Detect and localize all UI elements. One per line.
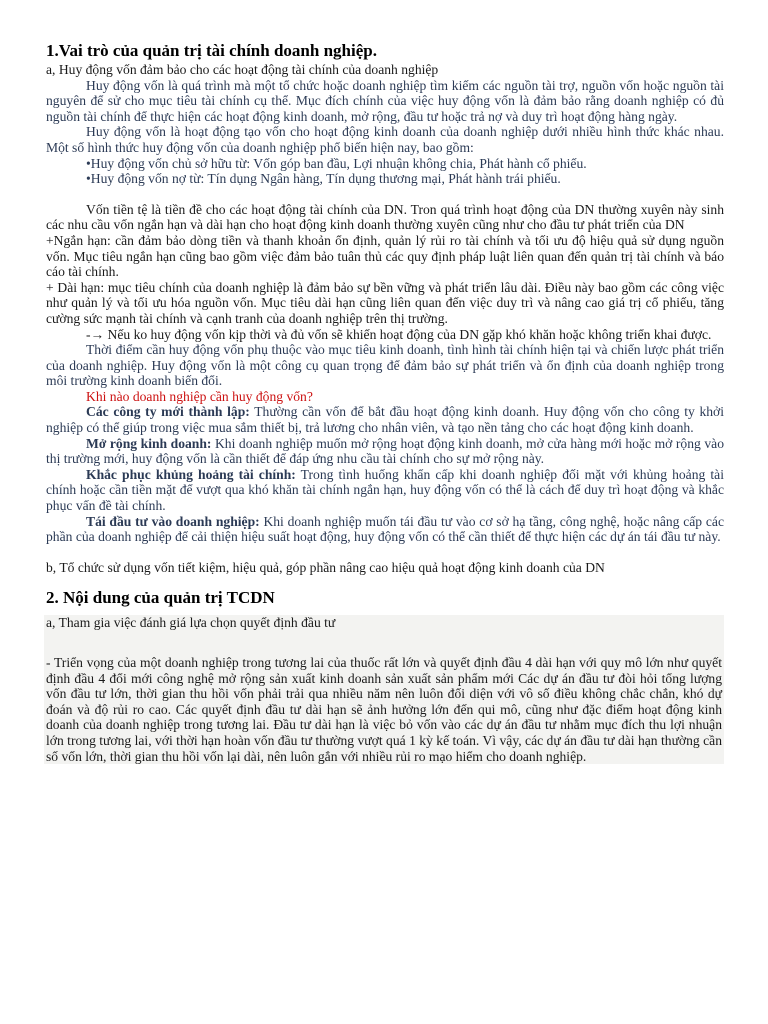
spacer [46, 575, 724, 587]
section-heading-1: 1.Vai trò của quản trị tài chính doanh nghiệp. [46, 41, 377, 60]
case-text: Khi doanh nghiệp muốn tái đầu tư vào cơ sở hạ tầng, công nghệ, hoặc nâng cấp các phần của doanh nghiệp để cải thiện hiệu suất hoạt động, huy động vốn có thể cần thiết để thực hiện các dự án tái đầu tư này. [46, 513, 724, 545]
paragraph-capital-raising-forms: Huy động vốn là hoạt động tạo vốn cho hoạt động kinh doanh của doanh nghiệp dưới nhiều hình thức khác nhau. Một số hình thức huy động vốn của doanh nghiệp phổ biến hiện nay, bao gồm: [46, 124, 724, 155]
paragraph-consequence: -→ Nếu ko huy động vốn kịp thời và đủ vốn sẽ khiến hoạt động của DN gặp khó khăn hoặc không triển khai được. [86, 326, 712, 342]
paragraph-capital-raising-definition: Huy động vốn là quá trình mà một tổ chức hoặc doanh nghiệp tìm kiếm các nguồn tài trợ, nguồn vốn hoặc nguồn tài nguyên để sử cho mục tiêu tài chính cụ thể. Mục đích chính của việc huy động vốn là đảm bảo rằng doanh nghiệp có đủ nguồn tài chính để thực hiện các hoạt động kinh doanh, mở rộng, đầu tư hoặc trả nợ và duy trì hoạt động hàng ngày. [46, 77, 724, 124]
spacer [46, 187, 724, 202]
paragraph-long-term: + Dài hạn: mục tiêu chính của doanh nghiệp là đảm bảo sự bền vững và phát triển lâu dài. Điều này bao gồm các công việc như quản lý và tối ưu hóa nguồn vốn. Mục tiêu dài hạn cũng liên quan đến việc duy trì và nâng cao giá trị cổ phiếu, tăng cường sức mạnh tài chính và cạnh tranh của doanh nghiệp trên thị trường. [46, 279, 724, 326]
case-label: Khắc phục khủng hoảng tài chính: [86, 466, 296, 482]
case-label: Tái đầu tư vào doanh nghiệp: [86, 513, 260, 529]
section-heading-2: 2. Nội dung của quản trị TCDN [46, 588, 275, 608]
subheading-a2: a, Tham gia việc đánh giá lựa chọn quyết định đầu tư [46, 615, 336, 631]
case-expansion [46, 436, 724, 467]
case-label: Mở rộng kinh doanh: [86, 435, 212, 451]
bullet-equity-capital: •Huy động vốn chủ sở hữu từ: Vốn góp ban đầu, Lợi nhuận không chia, Phát hành cổ phiếu. [86, 155, 587, 171]
paragraph-timing: Thời điểm cần huy động vốn phụ thuộc vào mục tiêu kinh doanh, tình hình tài chính hiện tại và chiến lược phát triển của doanh nghiệp. Huy động vốn là một công cụ quan trọng để đảm bảo sự phát triển và ổn định của doanh nghiệp trong môi trường kinh doanh biến đổi. [46, 342, 724, 389]
subheading-a: a, Huy động vốn đảm bảo cho các hoạt động tài chính của doanh nghiệp [46, 62, 439, 77]
case-financial-crisis [46, 467, 724, 514]
case-text: Khi doanh nghiệp muốn mở rộng hoạt động kinh doanh, mở cửa hàng mới hoặc mở rộng vào thị trường mới, huy động vốn là cần thiết để đáp ứng nhu cầu tài chính cho sự mở rộng này. [46, 435, 724, 467]
subheading-b: b, Tổ chức sử dụng vốn tiết kiệm, hiệu quả, góp phần nâng cao hiệu quả hoạt động kinh doanh của DN [46, 559, 605, 575]
spacer [46, 545, 724, 560]
paragraph-investment-decisions: - Triển vọng của một doanh nghiệp trong tương lai của thuốc rất lớn và quyết định đầu 4 dài hạn với quy mô lớn như quyết định đầu 4 đổi mới công nghệ mở rộng sản xuất kinh doanh sản xuất sản phẩm mới Các dự án đầu tư đòi hỏi tổng lượng vốn đầu tư lớn, thời gian thu hồi vốn phải trải qua nhiều năm nên luôn đối diện với vô số điều không chắc chắn, khó dự đoán và độ rủi ro cao. Các quyết định đầu tư dài hạn sẽ ảnh hưởng lớn đến qui mô, cũng như đặc điểm hoạt động kinh doanh của doanh nghiệp trong tương lai. Đầu tư dài hạn là việc bỏ vốn vào các dự án đầu tư nhằm mục đích thu lợi nhuận lớn trong tương lai, với thời hạn hoàn vốn đầu tư thường vượt quá 1 kỳ kế toán. Vì vậy, các dự án đầu tư dài hạn thường cần số vốn lớn, thời gian thu hồi vốn lại dài, nên luôn gắn với nhiều rủi ro mạo hiểm cho doanh nghiệp. [46, 655, 722, 764]
case-reinvestment [46, 514, 724, 545]
spacer [46, 631, 722, 655]
document-body [46, 40, 724, 764]
bullet-debt-capital: •Huy động vốn nợ từ: Tín dụng Ngân hàng, Tín dụng thương mại, Phát hành trái phiếu. [86, 171, 561, 187]
case-new-companies [46, 404, 724, 435]
case-label: Các công ty mới thành lập: [86, 404, 250, 420]
highlighted-block [44, 615, 724, 764]
question-when-to-raise-capital: Khi nào doanh nghiệp cần huy động vốn? [86, 388, 313, 404]
paragraph-short-term: +Ngắn hạn: cần đảm bảo dòng tiền và thanh khoản ổn định, quản lý rủi ro tài chính và tối ưu độ hiệu quả sử dụng nguồn vốn. Mục tiêu ngắn hạn cũng bao gồm việc đảm bảo tuân thủ các quy định pháp luật liên quan đến quản trị tài chính và báo cáo tài chính. [46, 232, 724, 280]
paragraph-monetary-capital: Vốn tiền tệ là tiền đề cho các hoạt động tài chính của DN. Tron quá trình hoạt động của DN thường xuyên này sinh các nhu cầu vốn ngắn hạn và dài hạn cho hoạt động kinh doanh thường xuyên cũng như cho đầu tư phát triển của DN [46, 201, 724, 233]
case-text: Trong tình huống khẩn cấp khi doanh nghiệp đối mặt với khủng hoảng tài chính hoặc cần tiền mặt để vượt qua khó khăn tài chính ngắn hạn, huy động vốn có thể là cách để duy trì hoạt động và khắc phục vấn đề tài chính. [46, 466, 724, 514]
case-text: Thường cần vốn để bắt đầu hoạt động kinh doanh. Huy động vốn cho công ty khởi nghiệp có thể giúp trong việc mua sắm thiết bị, trả lương cho nhân viên, và tạo nền tảng cho các hoạt động kinh doanh. [46, 404, 724, 436]
